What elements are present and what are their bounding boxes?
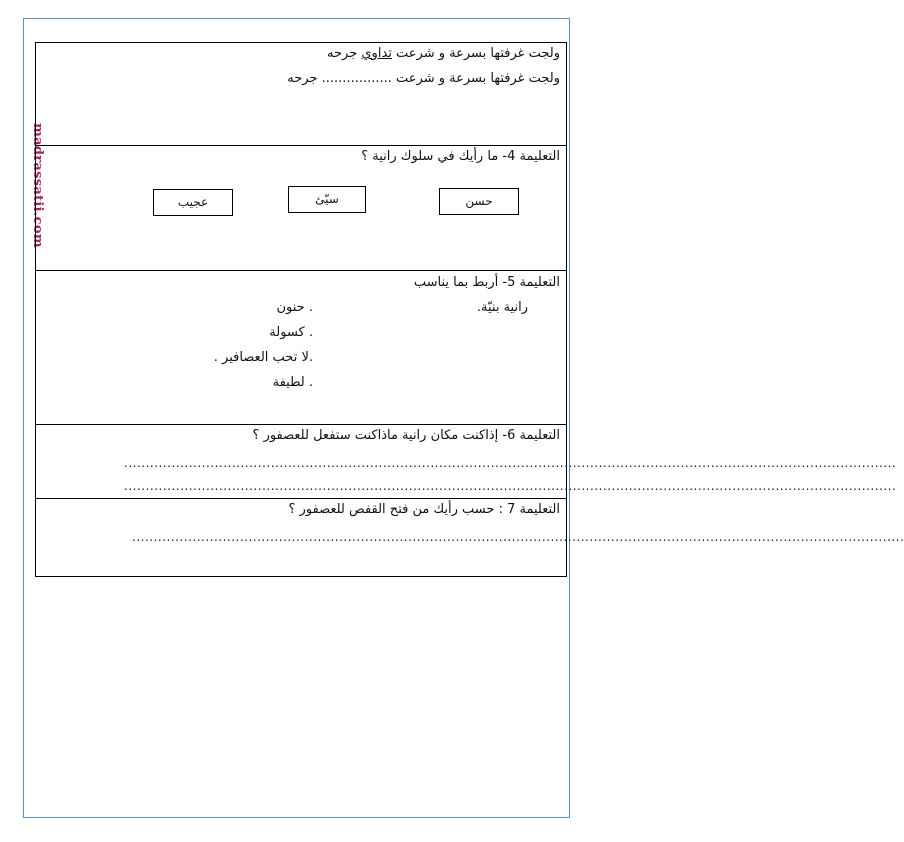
exercise-6-box	[35, 424, 897, 498]
option-bad[interactable]: سيّئ	[288, 186, 366, 213]
match-option-2[interactable]: . كسولة	[269, 325, 313, 340]
sentence-1-start: ولجت غرفتها بسرعة و شرعت	[391, 46, 560, 61]
sentence-1-end: جرحه	[327, 46, 362, 61]
question-5: التعليمة 5- أربط بما يناسب	[413, 275, 560, 290]
match-left-item: رانية بنيّة.	[476, 300, 528, 315]
answer-line-3[interactable]: ...................................................................................................................................................................................	[132, 530, 904, 544]
question-4: التعليمة 4- ما رأيك في سلوك رانية ؟	[361, 149, 560, 164]
answer-line-1[interactable]: ...................................................................................................................................................................................	[124, 456, 897, 470]
exercise-7-box	[35, 498, 904, 577]
option-strange[interactable]: عجيب	[153, 189, 233, 216]
exercise-5-box	[35, 270, 567, 424]
watermark-text: madrassatii.com	[29, 122, 45, 248]
sentence-line-2: ولجت غرفتها بسرعة و شرعت ................. جرحه	[287, 71, 560, 86]
match-option-4[interactable]: . لطيفة	[272, 375, 313, 390]
exercise-4-box	[35, 145, 567, 270]
question-7: التعليمة 7 : حسب رأيك من فتح القفص للعصفور ؟	[288, 502, 560, 517]
match-option-3[interactable]: .لا تحب العصافير .	[213, 350, 313, 365]
question-6: التعليمة 6- إذاكنت مكان رانية ماذاكنت ستفعل للعصفور ؟	[252, 428, 560, 443]
answer-line-2[interactable]: ...................................................................................................................................................................................	[124, 479, 897, 493]
exercise-3-box	[35, 42, 567, 145]
option-good[interactable]: حسن	[439, 188, 519, 215]
match-option-1[interactable]: . حنون	[276, 300, 313, 315]
underlined-word: تداوي	[361, 46, 392, 61]
sentence-line-1	[327, 46, 560, 61]
